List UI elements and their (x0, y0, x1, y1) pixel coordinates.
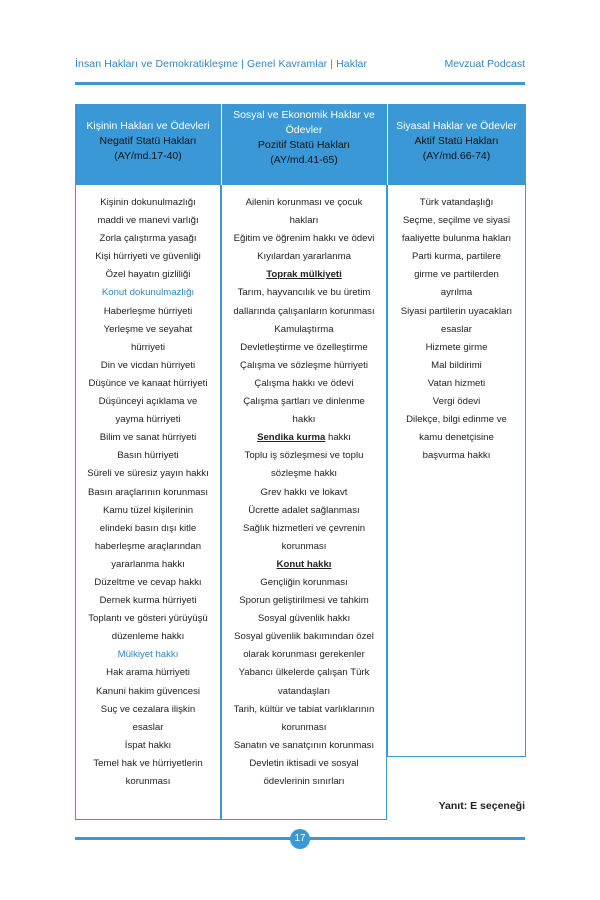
column-ref: (AY/md.17-40) (114, 150, 182, 162)
list-item: Siyasi partilerin uyacakları (400, 305, 513, 317)
list-item: Basın hürriyeti (117, 450, 179, 462)
list-item: Özel hayatın gizliliği (105, 269, 191, 281)
list-item: Devletin iktisadi ve sosyal (249, 757, 359, 769)
column-body (387, 185, 526, 757)
list-item: maddi ve manevi varlığı (97, 215, 199, 227)
list-item: Düşünce ve kanaat hürriyeti (88, 377, 208, 389)
list-item: Düzeltme ve cevap hakkı (94, 576, 202, 588)
list-item: ödevlerinin sınırları (263, 776, 345, 787)
list-item-underlined (222, 556, 386, 574)
list-item: Mal bildirimi (431, 359, 482, 371)
column-subtitle: Pozitif Statü Hakları (257, 139, 351, 151)
list-item: hakkı (292, 414, 316, 426)
list-item: Basın araçlarının korunması (88, 486, 208, 498)
column-subtitle: Aktif Statü Hakları (414, 135, 499, 147)
column-subtitle: Negatif Statü Hakları (99, 135, 197, 147)
header-divider (75, 82, 525, 85)
header-divider-line (387, 104, 388, 185)
list-item: Parti kurma, partilere (411, 251, 502, 263)
list-item: Hizmete girme (425, 341, 488, 353)
list-item: düzenleme hakkı (111, 631, 185, 643)
list-item: elindeki basın dışı kitle (99, 522, 197, 534)
list-item: Sporun geliştirilmesi ve tahkim (239, 595, 369, 607)
column-title: Kişinin Hakları ve Ödevleri (86, 120, 210, 132)
list-item: Kıyılardan yararlanma (257, 251, 351, 263)
list-item: İspat hakkı (124, 739, 172, 751)
list-item: başvurma hakkı (422, 450, 491, 462)
list-item: Kişinin dokunulmazlığı (100, 197, 196, 208)
column-header (221, 104, 387, 185)
list-item: yayma hürriyeti (115, 414, 181, 426)
underlined-text: Sendika kurma (257, 432, 326, 444)
list-item: Toplantı ve gösteri yürüyüşü (88, 613, 208, 625)
list-item: Hak arama hürriyeti (106, 667, 190, 679)
list-item: Gençliğin korunması (260, 576, 348, 588)
list-item: korunması (281, 540, 327, 552)
list-item: Sanatın ve sanatçının korunması (233, 739, 375, 751)
list-item: hakları (289, 215, 319, 227)
list-item-underlined (222, 266, 386, 284)
list-item: dallarında çalışanların korunması (233, 305, 375, 317)
list-item: girme ve partilerden (414, 269, 499, 281)
list-item: Düşünceyi açıklama ve (98, 396, 198, 408)
column-ref: (AY/md.66-74) (422, 150, 491, 162)
list-item: esaslar (132, 721, 164, 733)
column-header (75, 104, 221, 185)
list-item: kamu denetçisine (419, 432, 494, 444)
list-item-suffix: hakkı (325, 432, 351, 444)
list-item: Yerleşme ve seyahat (103, 323, 193, 335)
list-item-highlight: Konut dokunulmazlığı (101, 287, 195, 299)
list-item: Seçme, seçilme ve siyasi (402, 215, 511, 227)
list-item: korunması (281, 721, 327, 733)
column-title: Siyasal Haklar ve Ödevler (396, 120, 517, 132)
list-item: korunması (125, 776, 171, 787)
list-item: Dernek kurma hürriyeti (99, 595, 197, 607)
list-item: yararlanma hakkı (111, 558, 185, 570)
list-item-underlined (222, 429, 386, 447)
list-item: vatandaşları (277, 685, 331, 697)
list-item: Süreli ve süresiz yayın hakkı (87, 468, 209, 480)
list-item: Kanuni hakim güvencesi (96, 685, 200, 697)
list-item: Kamu tüzel kişilerinin (102, 504, 194, 516)
list-item: Vatan hizmeti (427, 377, 486, 389)
list-item: Zorla çalıştırma yasağı (99, 233, 197, 245)
list-item: Ücrette adalet sağlanması (248, 504, 360, 516)
list-item: faaliyette bulunma hakları (401, 233, 512, 245)
list-item: hürriyeti (130, 341, 166, 353)
underlined-text: Konut hakkı (276, 558, 332, 570)
list-item: Tarım, hayvancılık ve bu üretim (237, 287, 371, 299)
list-item: Eğitim ve öğrenim hakkı ve ödevi (233, 233, 375, 245)
list-item: Kamulaştırma (274, 323, 334, 335)
header-title: İnsan Hakları ve Demokratikleşme | Genel Kavramlar | Haklar (75, 58, 368, 70)
list-item: Din ve vicdan hürriyeti (100, 359, 196, 371)
header-divider-line (221, 104, 222, 185)
list-item: Yabancı ülkelerde çalışan Türk (238, 667, 370, 679)
answer-text: Yanıt: E seçeneği (438, 800, 525, 812)
list-item: Dilekçe, bilgi edinme ve (406, 414, 507, 426)
list-item: Toplu iş sözleşmesi ve toplu (244, 450, 364, 462)
list-item: Kişi hürriyeti ve güvenliği (95, 251, 201, 263)
list-item: Sosyal güvenlik hakkı (257, 613, 351, 625)
list-item: haberleşme araçlarından (94, 540, 202, 552)
column-body (75, 185, 221, 820)
column-header (387, 104, 526, 185)
list-item: Vergi ödevi (432, 396, 481, 408)
list-item-highlight: Mülkiyet hakkı (117, 649, 179, 661)
list-item: Devletleştirme ve özelleştirme (240, 341, 368, 353)
list-item: ayrılma (440, 287, 473, 299)
list-item: olarak korunması gerekenler (243, 649, 365, 661)
list-item: Çalışma ve sözleşme hürriyeti (240, 359, 368, 371)
list-item: esaslar (441, 323, 472, 335)
list-item: Çalışma şartları ve dinlenme (243, 396, 365, 408)
list-item: Temel hak ve hürriyetlerin (93, 757, 203, 769)
column-body (221, 185, 387, 820)
list-item: Bilim ve sanat hürriyeti (99, 432, 197, 444)
list-item: Suç ve cezalara ilişkin (100, 703, 196, 715)
page-number: 17 (290, 829, 310, 849)
list-item: Türk vatandaşlığı (419, 197, 494, 208)
list-item: Sağlık hizmetleri ve çevrenin (242, 522, 366, 534)
list-item: sözleşme hakkı (270, 468, 338, 480)
list-item: Grev hakkı ve lokavt (260, 486, 348, 498)
column-ref: (AY/md.41-65) (270, 154, 338, 166)
list-item: Haberleşme hürriyeti (103, 305, 193, 317)
list-item: Sosyal güvenlik bakımından özel (234, 631, 374, 643)
list-item: Çalışma hakkı ve ödevi (254, 377, 354, 389)
underlined-text: Toprak mülkiyeti (266, 269, 342, 281)
header-brand: Mevzuat Podcast (444, 58, 525, 70)
column-title: Sosyal ve Ekonomik Haklar ve Ödevler (233, 109, 375, 136)
list-item: Tarih, kültür ve tabiat varlıklarının (233, 703, 375, 715)
list-item: Ailenin korunması ve çocuk (245, 197, 363, 208)
rights-table (75, 104, 526, 820)
